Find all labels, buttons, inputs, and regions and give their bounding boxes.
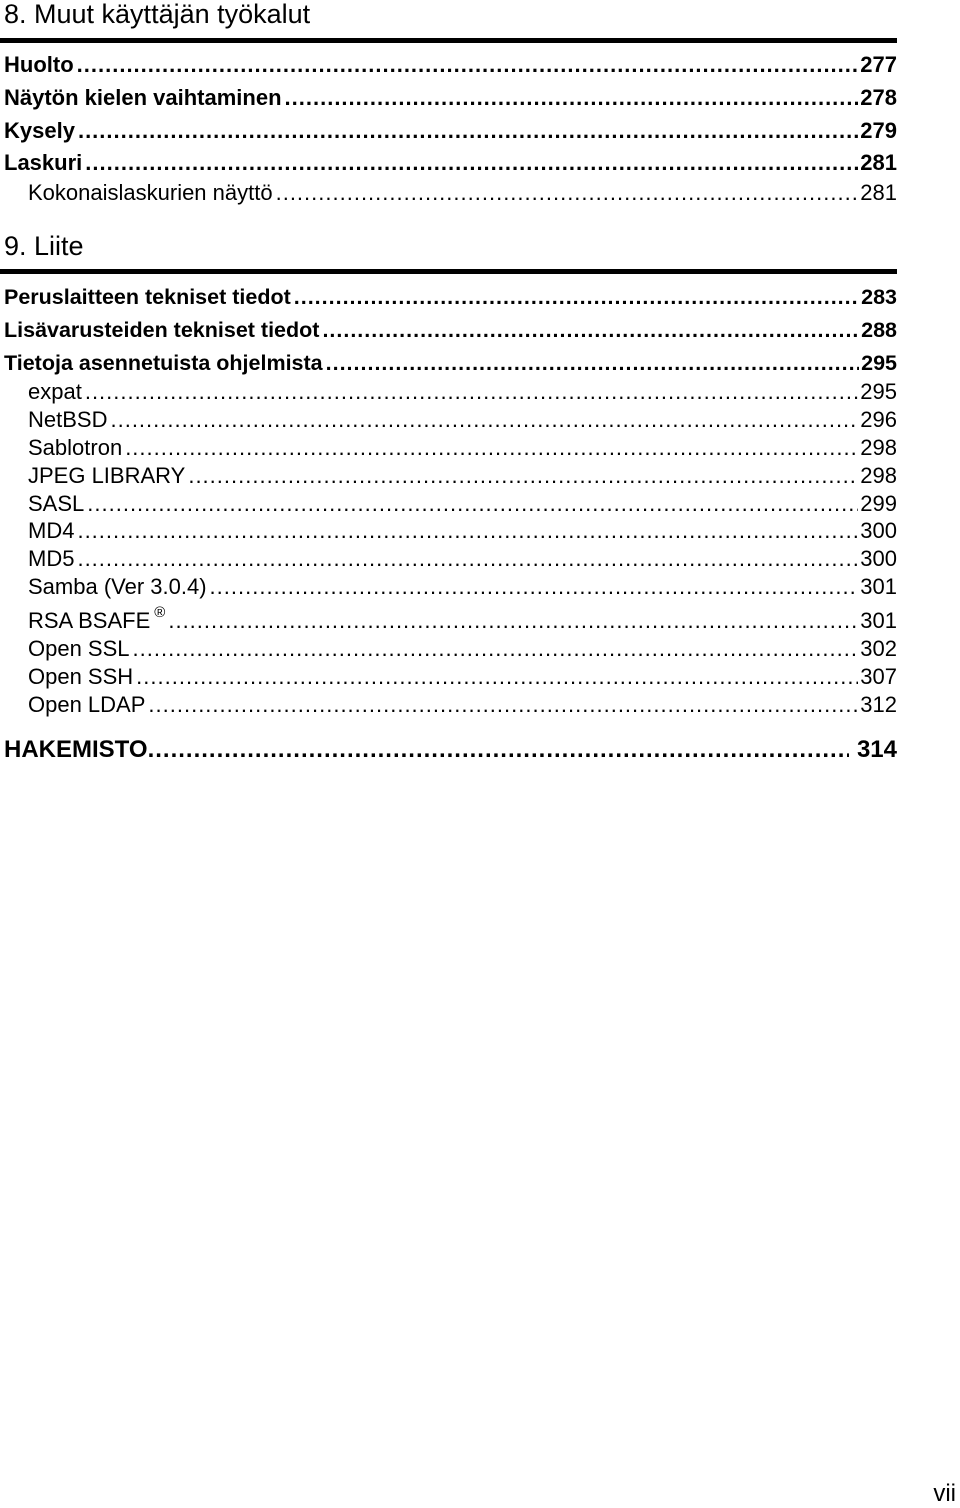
toc-entry-tietoja-asennetuista-ohjelmista[interactable] [4, 349, 897, 377]
dot-leader [326, 349, 860, 377]
toc-entry-label: Open SSL [28, 636, 130, 661]
section-9-rule [0, 269, 897, 274]
toc-entry-page: 283 [861, 285, 897, 309]
toc-entry-page: 277 [860, 52, 897, 77]
toc-entry-nayton-kielen-vaihtaminen[interactable] [4, 84, 897, 112]
toc-entry-page: 295 [860, 379, 897, 404]
toc-entry-page: 298 [860, 435, 897, 460]
dot-leader [77, 517, 858, 545]
toc-entry-page: 296 [860, 407, 897, 432]
toc-entry-page: 301 [860, 574, 897, 599]
dot-leader [148, 691, 858, 719]
dot-leader [188, 462, 858, 490]
toc-entry-page: 279 [860, 118, 897, 143]
toc-entry-md5[interactable] [28, 545, 897, 573]
section-9-title: 9. Liite [4, 231, 84, 261]
toc-entry-label: Kokonaislaskurien näyttö [28, 180, 273, 205]
dot-leader [110, 406, 858, 434]
toc-entry-page: 278 [860, 85, 897, 110]
section-8-rule [0, 38, 897, 43]
dot-leader [168, 607, 858, 635]
toc-entry-label: Näytön kielen vaihtaminen [4, 85, 282, 110]
toc-entry-page: 298 [860, 463, 897, 488]
toc-entry-page: 314 [856, 736, 897, 763]
toc-entry-page: 307 [860, 664, 897, 689]
toc-entry-expat[interactable] [28, 378, 897, 406]
toc-entry-label: Open LDAP [28, 692, 146, 717]
toc-entry-label: Tietoja asennetuista ohjelmista [4, 351, 323, 375]
toc-entry-kysely[interactable] [4, 117, 897, 145]
dot-leader [133, 635, 859, 663]
dot-leader [78, 117, 858, 145]
toc-entry-page: 301 [860, 608, 897, 633]
toc-entry-label: NetBSD [28, 407, 108, 432]
dot-leader [85, 149, 858, 177]
toc-entry-page: 300 [860, 518, 897, 543]
toc-entry-page: 312 [860, 692, 897, 717]
toc-entry-laskuri[interactable] [4, 149, 897, 177]
toc-entry-page: 288 [861, 318, 897, 342]
toc-entry-label: Samba (Ver 3.0.4) [28, 574, 207, 599]
toc-entry-page: 302 [860, 636, 897, 661]
toc-entry-label: Lisävarusteiden tekniset tiedot [4, 318, 320, 342]
toc-entry-label: Laskuri [4, 150, 83, 175]
toc-entry-page: 299 [860, 491, 897, 516]
dot-leader [77, 545, 858, 573]
toc-entry-label: SASL [28, 491, 85, 516]
page-number: vii [933, 1480, 956, 1507]
toc-entry-jpeg-library[interactable] [28, 462, 897, 490]
toc-entry-label: Sablotron [28, 435, 123, 460]
dot-leader [125, 434, 858, 462]
dot-leader [148, 735, 849, 765]
dot-leader [285, 84, 859, 112]
dot-leader [87, 490, 858, 518]
dot-leader [322, 316, 859, 344]
toc-entry-label: Huolto [4, 52, 74, 77]
toc-entry-page: 300 [860, 546, 897, 571]
toc-entry-label: HAKEMISTO [4, 736, 148, 763]
toc-entry-page: 295 [861, 351, 897, 375]
toc-entry-page: 281 [860, 180, 897, 205]
toc-entry-open-ssh[interactable] [28, 663, 897, 691]
dot-leader [77, 51, 859, 79]
toc-entry-label: MD5 [28, 546, 75, 571]
dot-leader [276, 179, 859, 207]
dot-leader [210, 573, 859, 601]
toc-entry-label: Peruslaitteen tekniset tiedot [4, 285, 291, 309]
dot-leader [136, 663, 858, 691]
registered-mark: ® [154, 604, 166, 621]
toc-entry-kokonaislaskurien-naytto[interactable] [28, 179, 897, 207]
dot-leader [294, 283, 859, 311]
toc-entry-open-ssl[interactable] [28, 635, 897, 663]
toc-entry-sasl[interactable] [28, 490, 897, 518]
toc-entry-label: RSA BSAFE [28, 608, 151, 633]
toc-entry-open-ldap[interactable] [28, 691, 897, 719]
toc-entry-lisavarusteiden-tekniset-tiedot[interactable] [4, 316, 897, 344]
toc-entry-md4[interactable] [28, 517, 897, 545]
section-8-title: 8. Muut käyttäjän työkalut [4, 0, 311, 29]
toc-entry-label: expat [28, 379, 82, 404]
toc-entry-label: Kysely [4, 118, 75, 143]
toc-entry-netbsd[interactable] [28, 406, 897, 434]
toc-entry-sablotron[interactable] [28, 434, 897, 462]
toc-entry-samba[interactable] [28, 573, 897, 601]
dot-leader [85, 378, 858, 406]
toc-entry-peruslaitteen-tekniset-tiedot[interactable] [4, 283, 897, 311]
toc-entry-huolto[interactable] [4, 51, 897, 79]
toc-entry-page: 281 [860, 150, 897, 175]
toc-entry-hakemisto[interactable] [4, 735, 897, 765]
toc-entry-label: Open SSH [28, 664, 134, 689]
toc-entry-rsa-bsafe[interactable] [28, 604, 897, 638]
toc-entry-label: MD4 [28, 518, 75, 543]
toc-entry-label: JPEG LIBRARY [28, 463, 186, 488]
